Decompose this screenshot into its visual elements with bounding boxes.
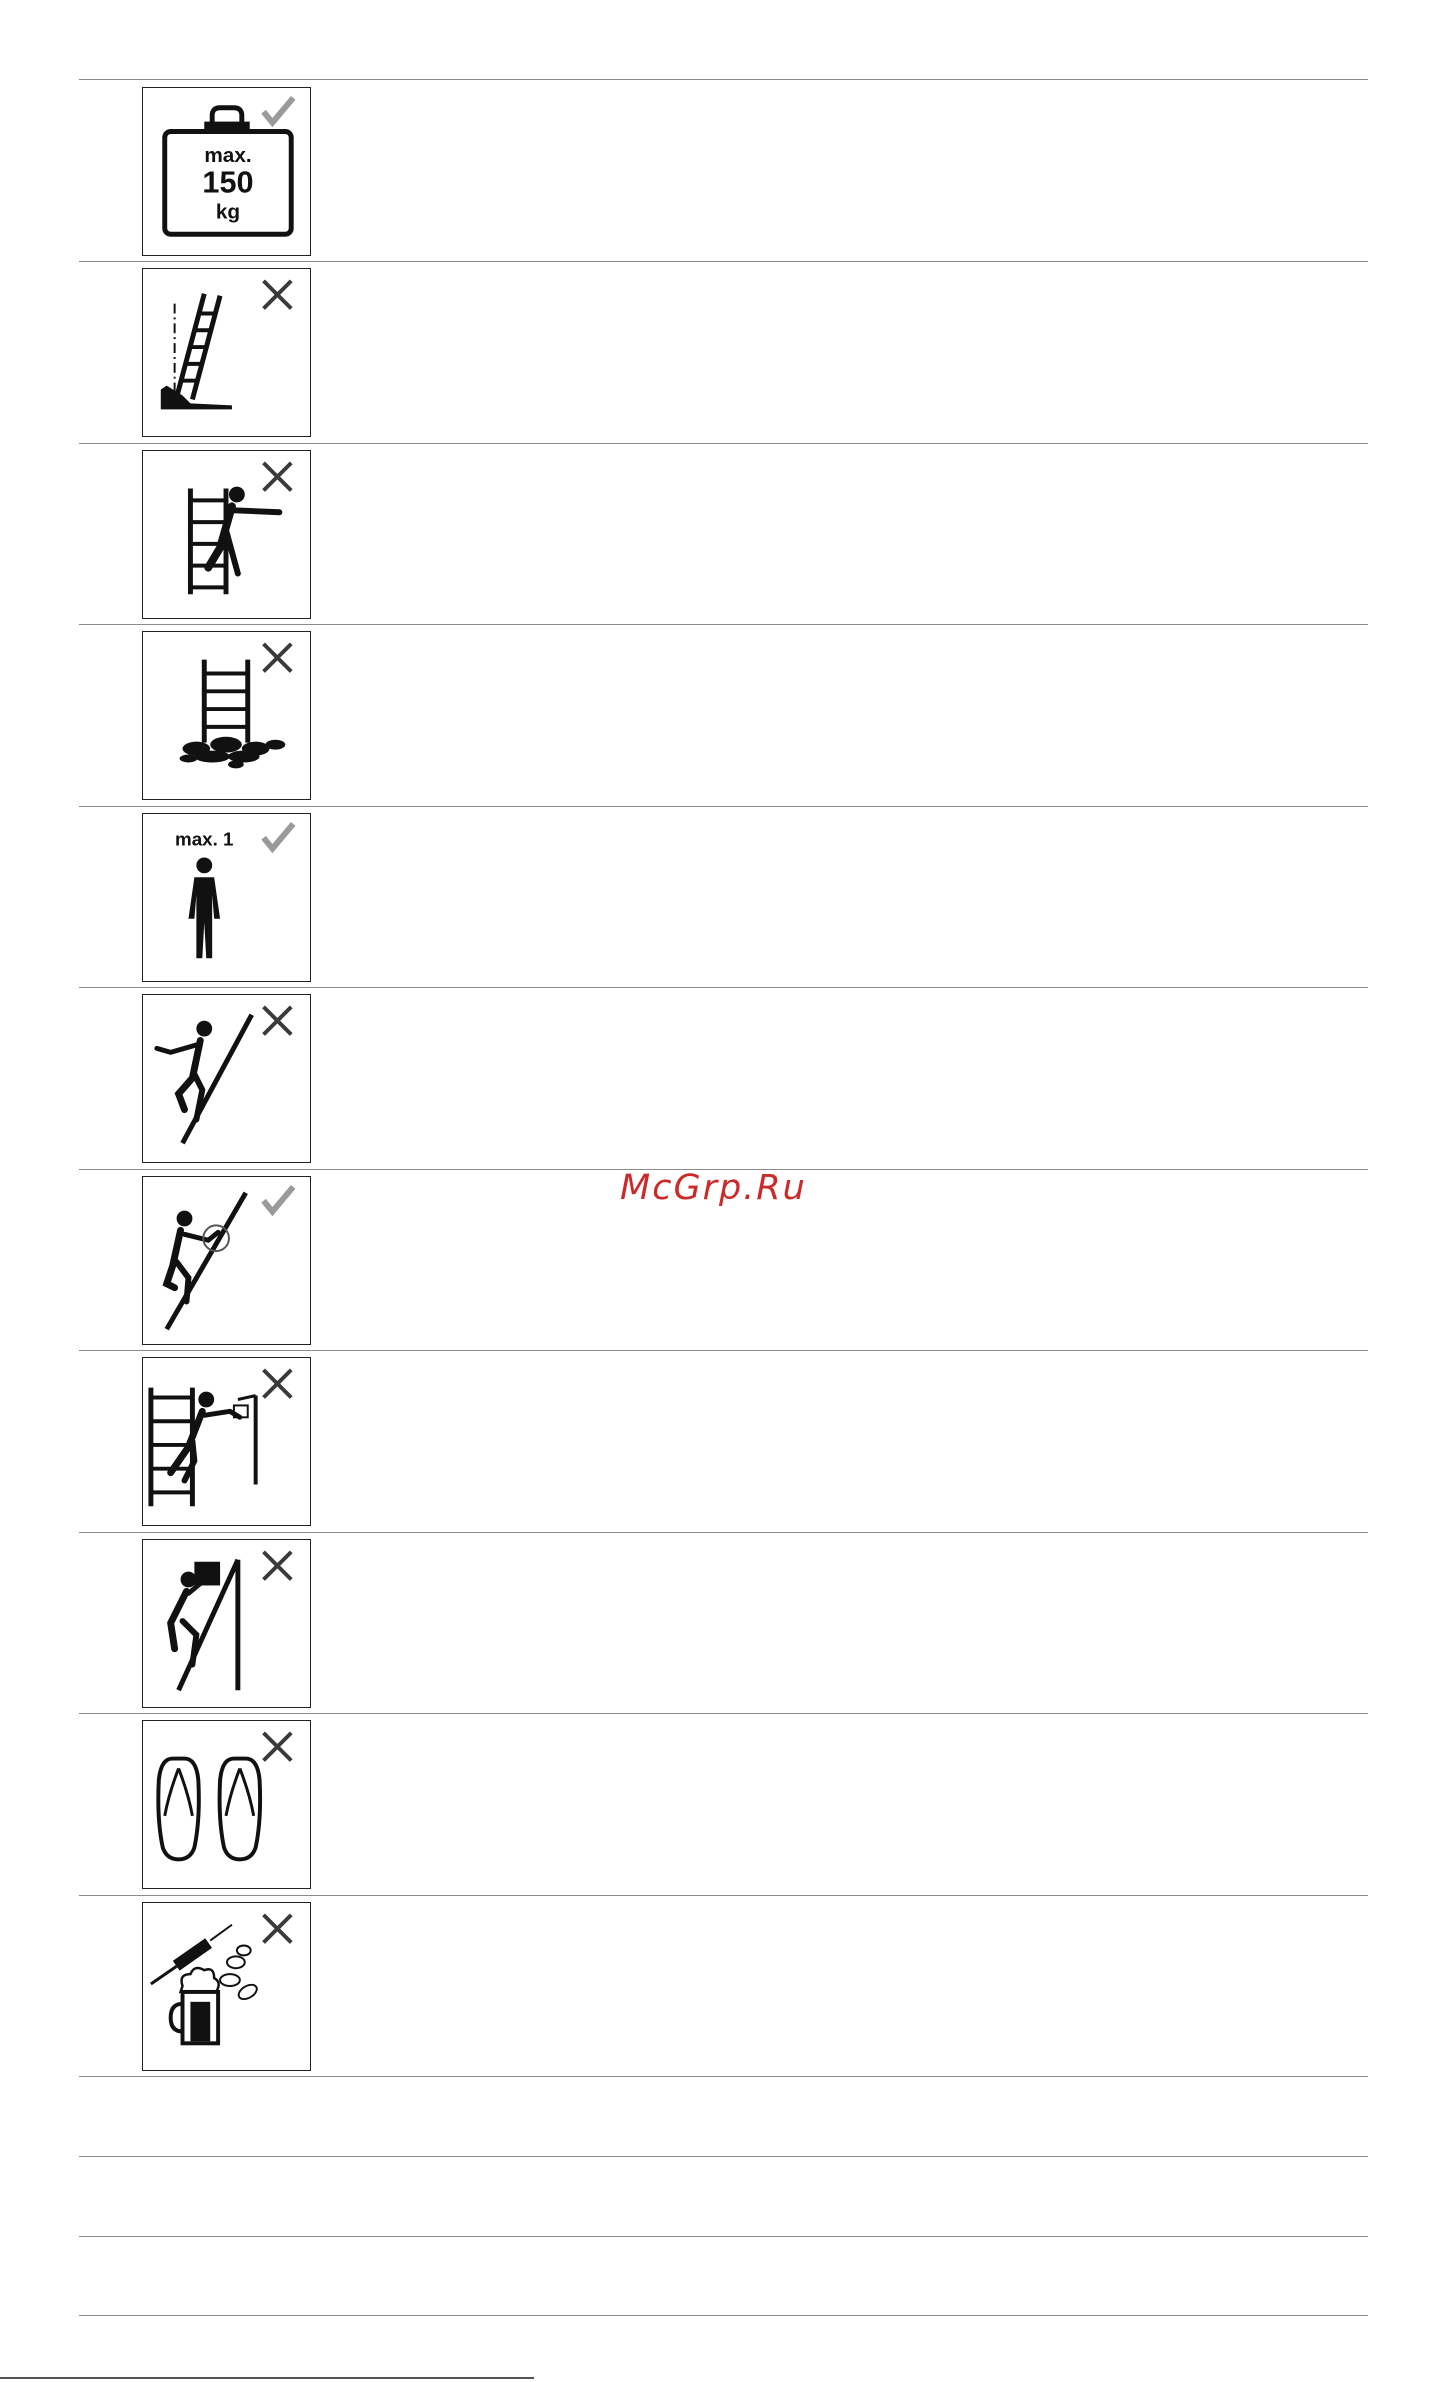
row-divider	[79, 2156, 1368, 2157]
climbing-holding-rungs-icon	[142, 1176, 311, 1345]
check-icon	[264, 824, 294, 849]
cross-icon	[264, 1370, 292, 1398]
cross-icon	[264, 463, 292, 491]
footer-divider	[0, 2377, 534, 2379]
row-divider	[79, 2076, 1368, 2077]
row-divider	[79, 806, 1368, 807]
unit-label: kg	[215, 200, 241, 224]
row-divider	[79, 443, 1368, 444]
climbing-without-holding-icon	[142, 994, 311, 1163]
row-divider	[79, 1350, 1368, 1351]
leaning-sideways-icon	[142, 450, 311, 619]
row-divider	[79, 1895, 1368, 1896]
cross-icon	[264, 1915, 292, 1943]
watermark: McGrp.Ru	[620, 1168, 807, 1208]
max-load-150kg-icon	[142, 87, 311, 256]
ladder-wrong-angle-icon	[142, 268, 311, 437]
check-icon	[264, 1187, 294, 1212]
row-divider	[79, 1532, 1368, 1533]
cross-icon	[264, 1552, 292, 1580]
unstable-ground-icon	[142, 631, 311, 800]
row-divider	[79, 987, 1368, 988]
row-divider	[79, 261, 1368, 262]
row-divider	[79, 624, 1368, 625]
cross-icon	[264, 281, 292, 309]
cross-icon	[264, 1733, 292, 1761]
weight-label: 150	[202, 165, 254, 200]
carrying-load-icon	[142, 1539, 311, 1708]
flip-flops-icon	[142, 1720, 311, 1889]
max-label: max.	[204, 144, 252, 168]
drugs-alcohol-icon	[142, 1902, 311, 2071]
check-icon	[264, 98, 294, 123]
row-divider	[79, 79, 1368, 80]
cross-icon	[264, 644, 292, 672]
row-divider	[79, 1713, 1368, 1714]
cross-icon	[264, 1007, 292, 1035]
row-divider	[79, 2236, 1368, 2237]
working-sideways-from-ladder-icon	[142, 1357, 311, 1526]
max-one-person-icon	[142, 813, 311, 982]
max-persons-label: max. 1	[175, 828, 234, 850]
row-divider	[79, 2315, 1368, 2316]
